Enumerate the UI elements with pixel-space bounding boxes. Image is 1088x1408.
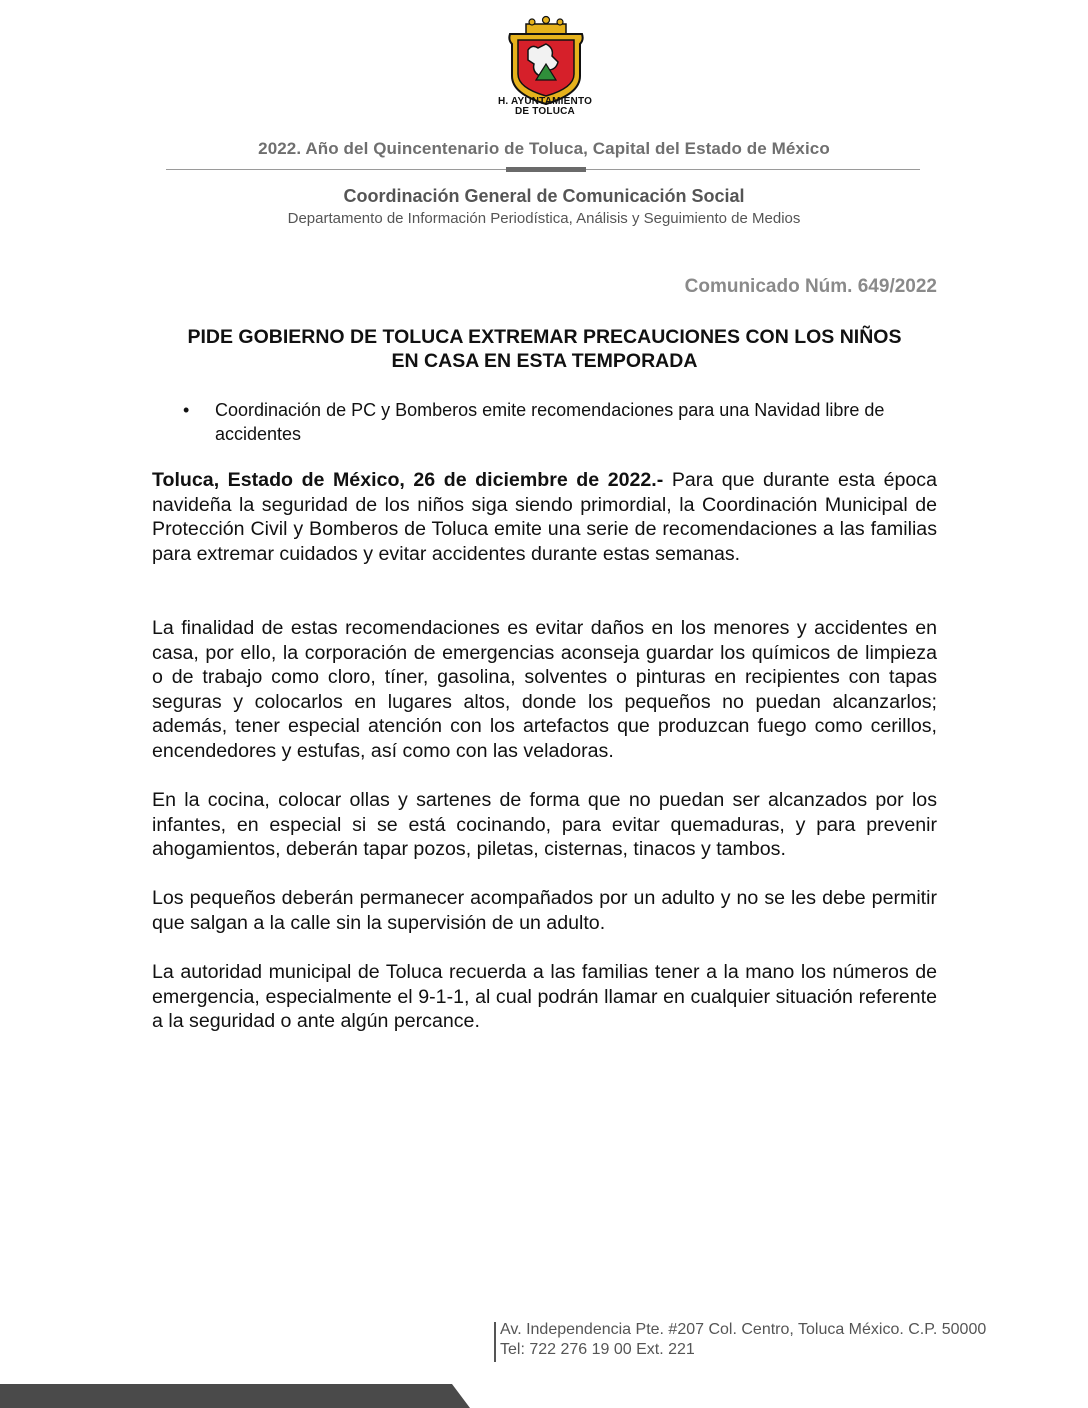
coordination-title: Coordinación General de Comunicación Social bbox=[343, 186, 745, 206]
bullet-list bbox=[152, 398, 937, 446]
header-divider-accent bbox=[506, 167, 586, 172]
paragraph-1: Toluca, Estado de México, 26 de diciembre de 2022.- Para que durante esta época navideña la seguridad de los niños siga siendo primordial, la Coordinación Municipal de Protección Civil y Bomberos de Toluca emite una serie de recomendaciones a las familias para extremar cuidados y evitar accidentes durante estas semanas. bbox=[152, 469, 937, 565]
paragraph-4: Los pequeños deberán permanecer acompañados por un adulto y no se les debe permitir que salgan a la calle sin la supervisión de un adulto. bbox=[152, 887, 937, 934]
bullet-icon: • bbox=[183, 400, 190, 420]
paragraph-2: La finalidad de estas recomendaciones es evitar daños en los menores y accidentes en casa, por ello, la corporación de emergencias aconseja guardar los químicos de limpieza o de trabajo como cloro, tíner, gasolina, solventes o pinturas en recipientes con tapas seguras y colocarlos en lugares altos, donde los pequeños no puedan alcanzarlos; además, tener especial atención con los artefactos que produzcan fuego como cerillos, encendedores y estufas, así como con las veladoras. bbox=[152, 617, 937, 762]
headline: PIDE GOBIERNO DE TOLUCA EXTREMAR PRECAUCIONES CON LOS NIÑOS EN CASA EN ESTA TEMPORADA bbox=[187, 326, 902, 372]
footer-stripe bbox=[0, 1384, 470, 1408]
paragraph-3: En la cocina, colocar ollas y sartenes de forma que no puedan ser alcanzados por los infantes, en especial si se está cocinando, para evitar quemaduras, y para prevenir ahogamientos, deberán tapar pozos, piletas, cisternas, tinacos y tambos. bbox=[152, 789, 937, 861]
dateline: Toluca, Estado de México, 26 de diciembre de 2022.- bbox=[152, 469, 664, 491]
release-number: Comunicado Núm. 649/2022 bbox=[684, 276, 937, 297]
footer-divider bbox=[494, 1322, 496, 1362]
year-motto: 2022. Año del Quincentenario de Toluca, Capital del Estado de México bbox=[258, 139, 830, 158]
footer-phone: Tel: 722 276 19 00 Ext. 221 bbox=[500, 1341, 695, 1358]
list-item: • Coordinación de PC y Bomberos emite recomendaciones para una Navidad libre de accidentes bbox=[183, 400, 885, 444]
crown-icon bbox=[526, 17, 566, 35]
department-title: Departamento de Información Periodística, Análisis y Seguimiento de Medios bbox=[287, 210, 801, 227]
footer-address: Av. Independencia Pte. #207 Col. Centro, Toluca México. C.P. 50000 bbox=[500, 1321, 987, 1338]
paragraph-5: La autoridad municipal de Toluca recuerda a las familias tener a la mano los números de emergencia, especialmente el 9-1-1, al cual podrán llamar en cualquier situación referente a la seguridad o ante algún percance. bbox=[152, 961, 937, 1033]
organization-name: H. AYUNTAMIENTO DE TOLUCA bbox=[497, 96, 593, 117]
